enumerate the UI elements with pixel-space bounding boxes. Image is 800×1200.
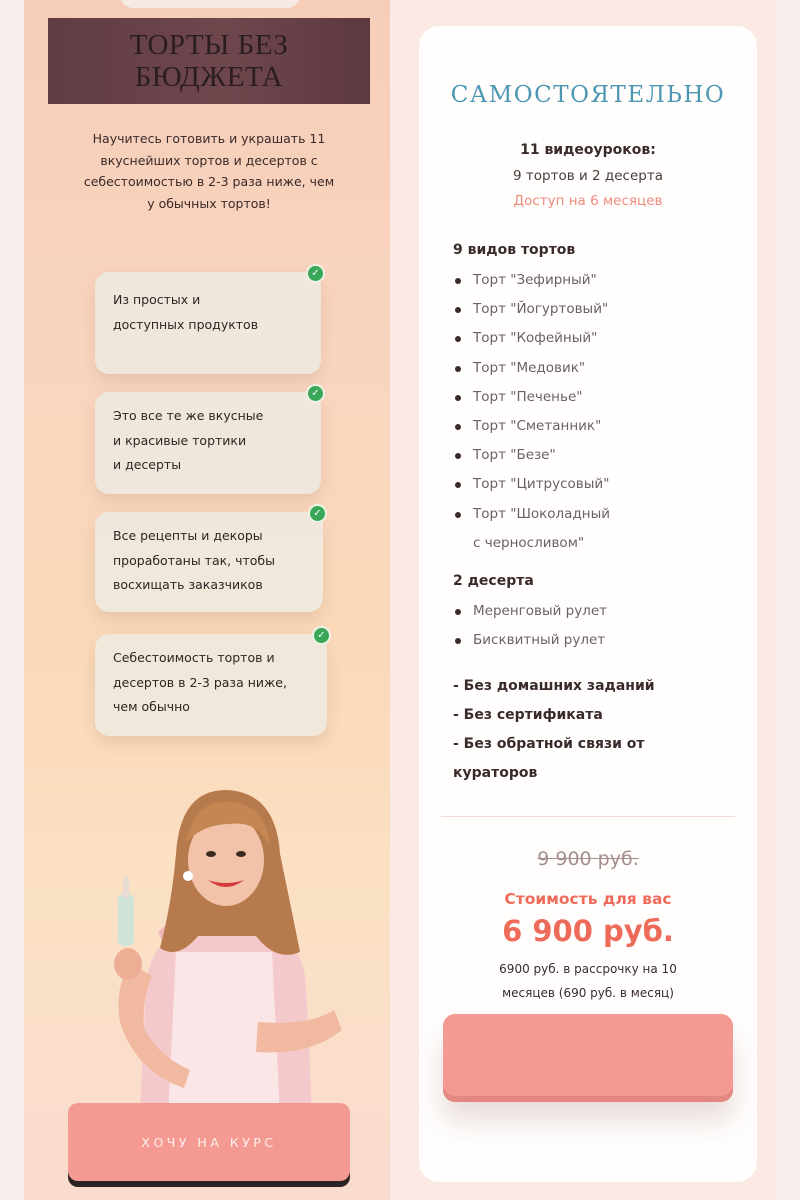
desserts-heading: 2 десерта [453, 573, 534, 589]
note-no-certificate: - Без сертификата [453, 707, 603, 723]
check-icon: ✓ [312, 626, 331, 645]
feature-card-low-cost [95, 629, 327, 736]
feature-text-line: Все рецепты и декоры [113, 528, 263, 543]
lessons-breakdown: 9 тортов и 2 десерта [513, 168, 663, 184]
feature-text-line: и десерты [113, 457, 182, 472]
buy-plan-button[interactable] [443, 1014, 733, 1096]
feature-text-line: проработаны так, чтобы [113, 552, 275, 568]
cakes-list [453, 266, 743, 558]
old-price: 9 900 руб. [537, 848, 639, 870]
page-edge-left [0, 0, 24, 1200]
intro-line: себестоимостью в 2-3 раза ниже, чем [83, 174, 335, 189]
course-intro [44, 128, 374, 214]
list-item: Торт "Цитрусовый" [453, 470, 743, 499]
intro-line: Научитесь готовить и украшать 11 [92, 131, 326, 146]
list-item: Торт "Йогуртовый" [453, 295, 743, 324]
current-price: 6 900 руб. [502, 914, 674, 948]
price-divider [441, 816, 735, 817]
course-title-line-1: ТОРТЫ БЕЗ [129, 29, 289, 61]
installment-info [471, 957, 705, 1005]
want-course-button[interactable]: ХОЧУ НА КУРС [68, 1103, 350, 1181]
feature-text-line: и красивые тортики [113, 432, 247, 448]
feature-text-line: десертов в 2-3 раза ниже, [113, 674, 287, 690]
feature-text-line: Из простых и [113, 292, 201, 307]
list-item: Меренговый рулет [453, 597, 743, 626]
price-label: Стоимость для вас [504, 890, 672, 908]
list-item: Бисквитный рулет [453, 626, 743, 655]
feature-card-recipes [95, 507, 323, 612]
feature-card-tasty-cakes [95, 387, 321, 494]
note-no-homework: - Без домашних заданий [453, 678, 655, 694]
installment-line: месяцев (690 руб. в месяц) [502, 986, 674, 1000]
pricing-card-self-study [419, 26, 757, 1182]
feature-text-line: Это все те же вкусные [113, 408, 264, 423]
author-photo [80, 784, 370, 1114]
course-title-line-2: БЮДЖЕТА [134, 61, 284, 93]
lessons-count: 11 видеоуроков: [520, 142, 656, 158]
cakes-heading: 9 видов тортов [453, 242, 576, 258]
intro-line: вкуснейших тортов и десертов с [100, 152, 318, 168]
check-icon: ✓ [308, 504, 327, 523]
course-promo-panel [24, 0, 390, 1200]
intro-line: у обычных тортов! [147, 195, 271, 211]
list-item: Торт "Печенье" [453, 383, 743, 412]
plan-title: САМОСТОЯТЕЛЬНО [450, 82, 726, 108]
feature-text-line: Себестоимость тортов и [113, 650, 275, 665]
list-item: Торт "Зефирный" [453, 266, 743, 295]
desserts-list [453, 597, 743, 655]
pricing-panel [390, 0, 776, 1200]
top-decor-pill [120, 0, 300, 8]
list-item-line: с черносливом" [473, 534, 585, 551]
feature-card-simple-products [95, 267, 321, 374]
list-item: Торт "Кофейный" [453, 324, 743, 353]
feature-text-line: чем обычно [113, 699, 190, 714]
access-period: Доступ на 6 месяцев [513, 193, 663, 209]
list-item-line: Торт "Шоколадный [473, 505, 611, 522]
page-edge-right [776, 0, 800, 1200]
list-item: Торт "Сметанник" [453, 412, 743, 441]
check-icon: ✓ [306, 384, 325, 403]
feature-text-line: восхищать заказчиков [113, 577, 263, 592]
note-no-feedback: - Без обратной связи от [453, 736, 645, 752]
installment-line: 6900 руб. в рассрочку на 10 [499, 962, 677, 976]
feature-text-line: доступных продуктов [113, 316, 259, 332]
check-icon: ✓ [306, 264, 325, 283]
list-item: Торт "Безе" [453, 441, 743, 470]
course-title-banner [48, 18, 370, 104]
note-no-feedback-cont: кураторов [453, 765, 538, 781]
list-item [453, 500, 743, 558]
list-item: Торт "Медовик" [453, 354, 743, 383]
